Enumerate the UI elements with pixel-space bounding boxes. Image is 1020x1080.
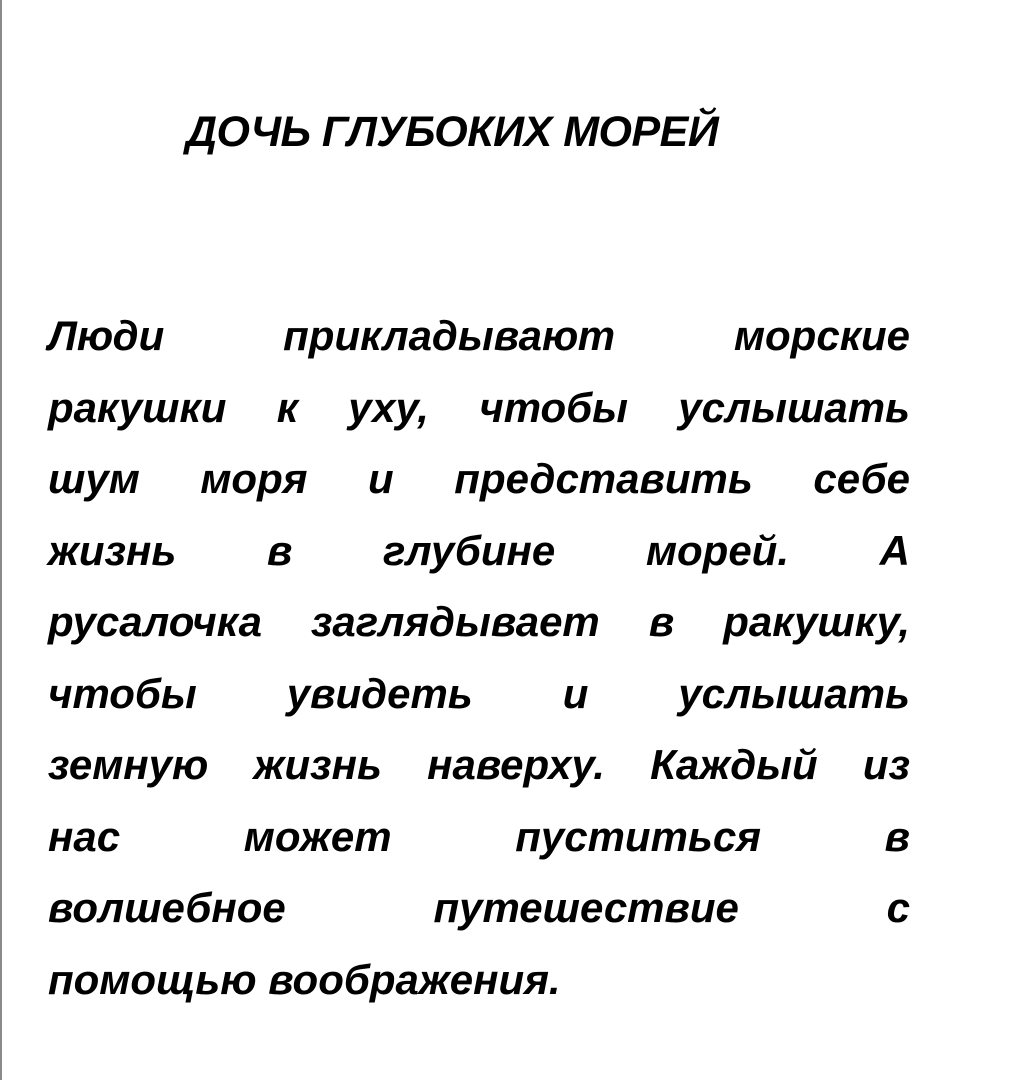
paragraph-line: Люди прикладывают морские bbox=[48, 312, 910, 359]
paragraph-line: нас может пуститься в bbox=[48, 812, 910, 860]
paragraph-line: ракушки к уху, чтобы услышать bbox=[48, 383, 910, 431]
document-paragraph bbox=[48, 300, 910, 1015]
paragraph-line: жизнь в глубине морей. А bbox=[48, 526, 910, 574]
paragraph-line: русалочка заглядывает в ракушку, bbox=[48, 598, 910, 645]
paragraph-line: шум моря и представить себе bbox=[48, 455, 910, 502]
paragraph-line: помощью воображения. bbox=[48, 955, 561, 1003]
paragraph-line: чтобы увидеть и услышать bbox=[48, 669, 910, 717]
document-title: ДОЧЬ ГЛУБОКИХ МОРЕЙ bbox=[186, 108, 719, 156]
paragraph-line: земную жизнь наверху. Каждый из bbox=[48, 741, 910, 788]
paragraph-line: волшебное путешествие с bbox=[48, 884, 910, 931]
